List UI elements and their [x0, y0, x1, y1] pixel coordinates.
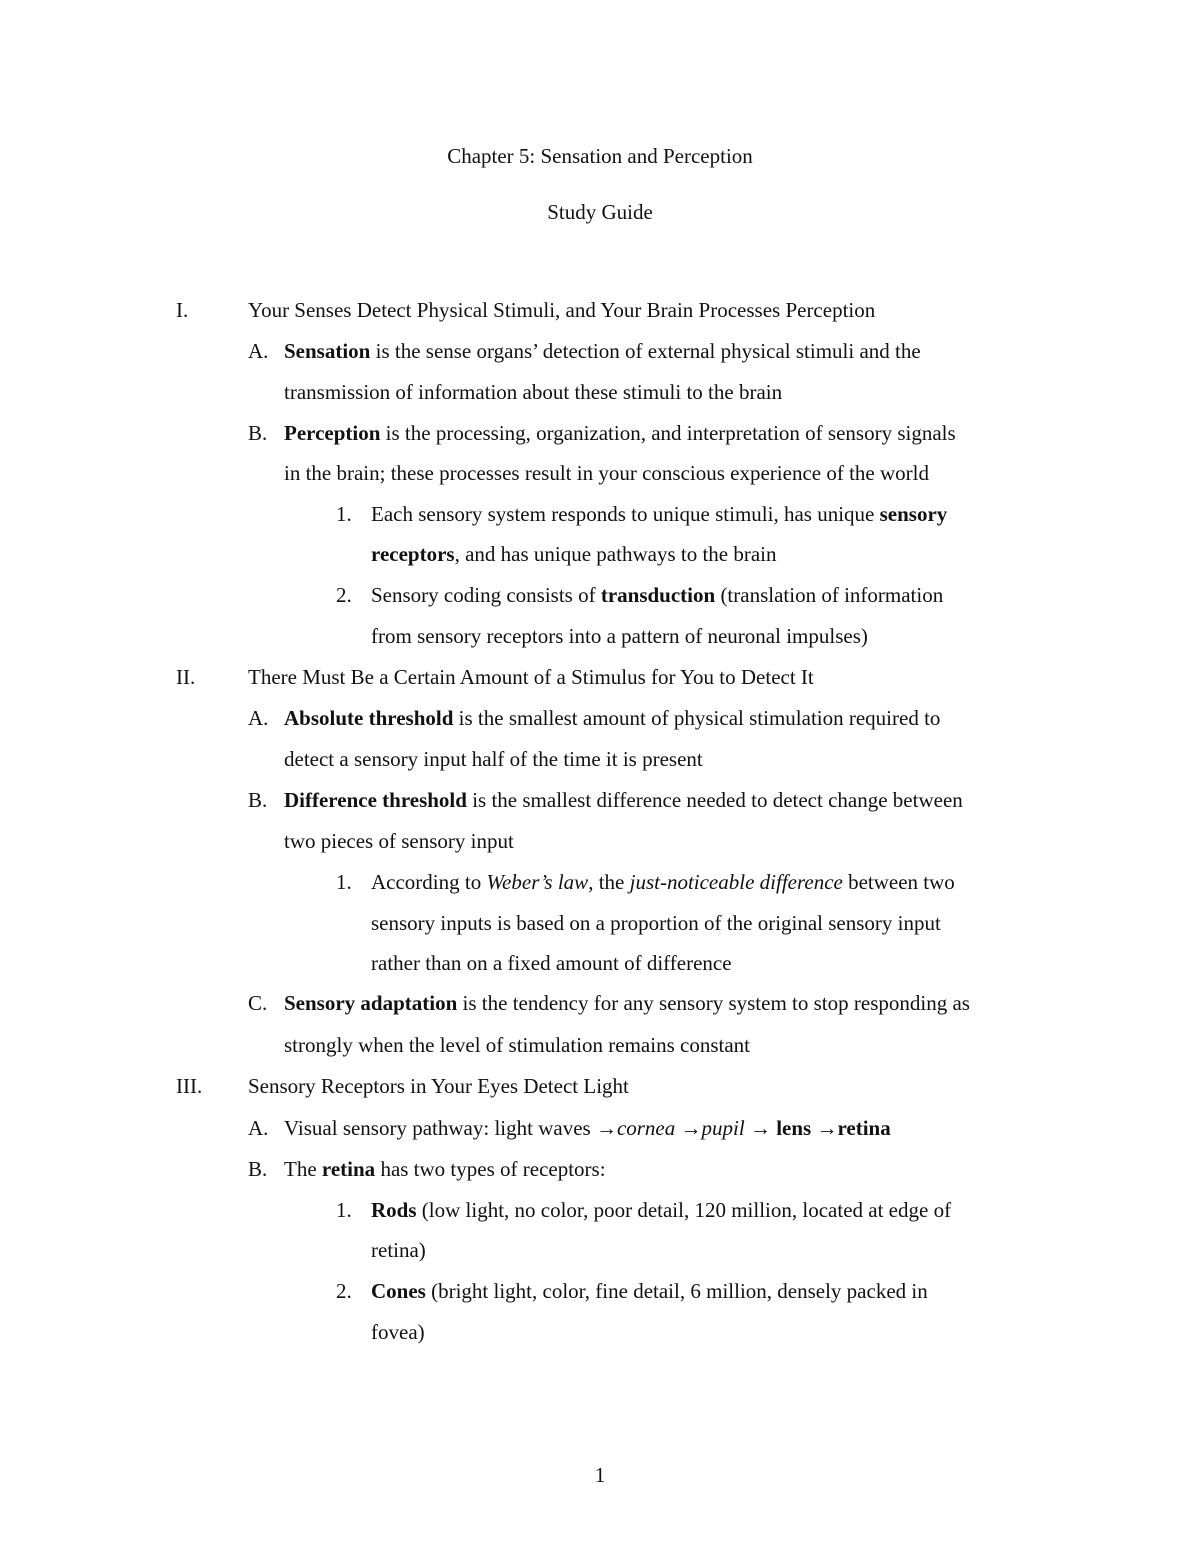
subitem-text: , the: [588, 870, 630, 894]
page-title: Chapter 5: Sensation and Perception: [447, 144, 753, 168]
term: Sensory adaptation: [284, 991, 458, 1015]
subitem-text: Each sensory system responds to unique stimuli, has unique: [371, 502, 880, 526]
page-number: 1: [594, 1463, 606, 1487]
italic-term: Weber’s law: [486, 870, 589, 894]
subitem-text: , and has unique pathways to the brain: [454, 542, 777, 566]
item-line: detect a sensory input half of the time it is present: [284, 747, 703, 771]
subitem-line: [371, 541, 777, 567]
subitem-line: rather than on a fixed amount of difference: [371, 951, 732, 975]
subitem-number: 1.: [336, 1198, 352, 1222]
term: Rods: [371, 1198, 417, 1222]
term: retina: [321, 1157, 376, 1181]
item-text: Visual sensory pathway: light waves: [284, 1116, 596, 1140]
section-heading: Your Senses Detect Physical Stimuli, and Your Brain Processes Perception: [248, 298, 876, 322]
item-line: [284, 787, 963, 813]
italic-term: pupil: [701, 1116, 745, 1140]
item-letter: A.: [248, 706, 269, 730]
subitem-text: (bright light, color, fine detail, 6 million, densely packed in: [425, 1279, 928, 1303]
item-line: [284, 420, 956, 446]
subitem-text: between two: [842, 870, 955, 894]
term: Cones: [371, 1279, 426, 1303]
item-line: [284, 1156, 606, 1182]
item-letter: B.: [248, 788, 268, 812]
term: Perception: [284, 421, 381, 445]
term: sensory: [879, 502, 948, 526]
subitem-line: [371, 1278, 928, 1304]
section-numeral: I.: [176, 298, 189, 322]
item-text: is the smallest amount of physical stimulation required to: [453, 706, 941, 730]
item-text: is the processing, organization, and interpretation of sensory signals: [380, 421, 956, 445]
arrow-icon: →: [680, 1116, 702, 1140]
italic-term: just-noticeable difference: [629, 870, 843, 894]
subitem-line: [371, 1197, 951, 1223]
subitem-line: sensory inputs is based on a proportion of the original sensory input: [371, 911, 941, 935]
italic-term: cornea: [616, 1116, 676, 1140]
arrow-icon: →: [749, 1116, 771, 1140]
item-text: The: [284, 1157, 322, 1181]
term: receptors: [371, 542, 455, 566]
subitem-line: [371, 501, 947, 527]
item-letter: C.: [248, 991, 268, 1015]
subitem-number: 2.: [336, 583, 352, 607]
item-text: is the tendency for any sensory system to stop responding as: [457, 991, 970, 1015]
term: lens: [776, 1116, 812, 1140]
item-text: is the smallest difference needed to detect change between: [466, 788, 963, 812]
subitem-line: [371, 869, 955, 895]
section-numeral: II.: [176, 665, 196, 689]
arrow-icon: →: [595, 1116, 617, 1140]
item-letter: B.: [248, 1157, 268, 1181]
section-heading: Sensory Receptors in Your Eyes Detect Light: [248, 1074, 629, 1098]
item-text: has two types of receptors:: [375, 1157, 606, 1181]
item-line: [284, 990, 970, 1016]
item-line: transmission of information about these stimuli to the brain: [284, 380, 783, 404]
section-numeral: III.: [176, 1074, 203, 1098]
subitem-line: retina): [371, 1238, 426, 1262]
subitem-line: from sensory receptors into a pattern of neuronal impulses): [371, 624, 868, 648]
subitem-text: According to: [371, 870, 487, 894]
term: Sensation: [284, 339, 371, 363]
term: Difference threshold: [284, 788, 467, 812]
term: Absolute threshold: [284, 706, 454, 730]
term: transduction: [600, 583, 716, 607]
term: retina: [837, 1116, 891, 1140]
item-line: in the brain; these processes result in your conscious experience of the world: [284, 461, 929, 485]
item-line: strongly when the level of stimulation remains constant: [284, 1033, 750, 1057]
item-line: [284, 705, 940, 731]
item-letter: B.: [248, 421, 268, 445]
subitem-text: (low light, no color, poor detail, 120 million, located at edge of: [416, 1198, 952, 1222]
item-line: [284, 1115, 891, 1141]
arrow-icon: →: [816, 1116, 838, 1140]
subitem-line: fovea): [371, 1320, 425, 1344]
item-letter: A.: [248, 1116, 269, 1140]
subitem-text: Sensory coding consists of: [371, 583, 601, 607]
page-subtitle: Study Guide: [547, 200, 653, 224]
item-line: [284, 338, 921, 364]
subitem-number: 2.: [336, 1279, 352, 1303]
subitem-text: (translation of information: [715, 583, 944, 607]
item-text: is the sense organs’ detection of external physical stimuli and the: [370, 339, 921, 363]
subitem-number: 1.: [336, 502, 352, 526]
subitem-number: 1.: [336, 870, 352, 894]
item-letter: A.: [248, 339, 269, 363]
subitem-line: [371, 582, 943, 608]
item-line: two pieces of sensory input: [284, 829, 514, 853]
section-heading: There Must Be a Certain Amount of a Stimulus for You to Detect It: [248, 665, 814, 689]
